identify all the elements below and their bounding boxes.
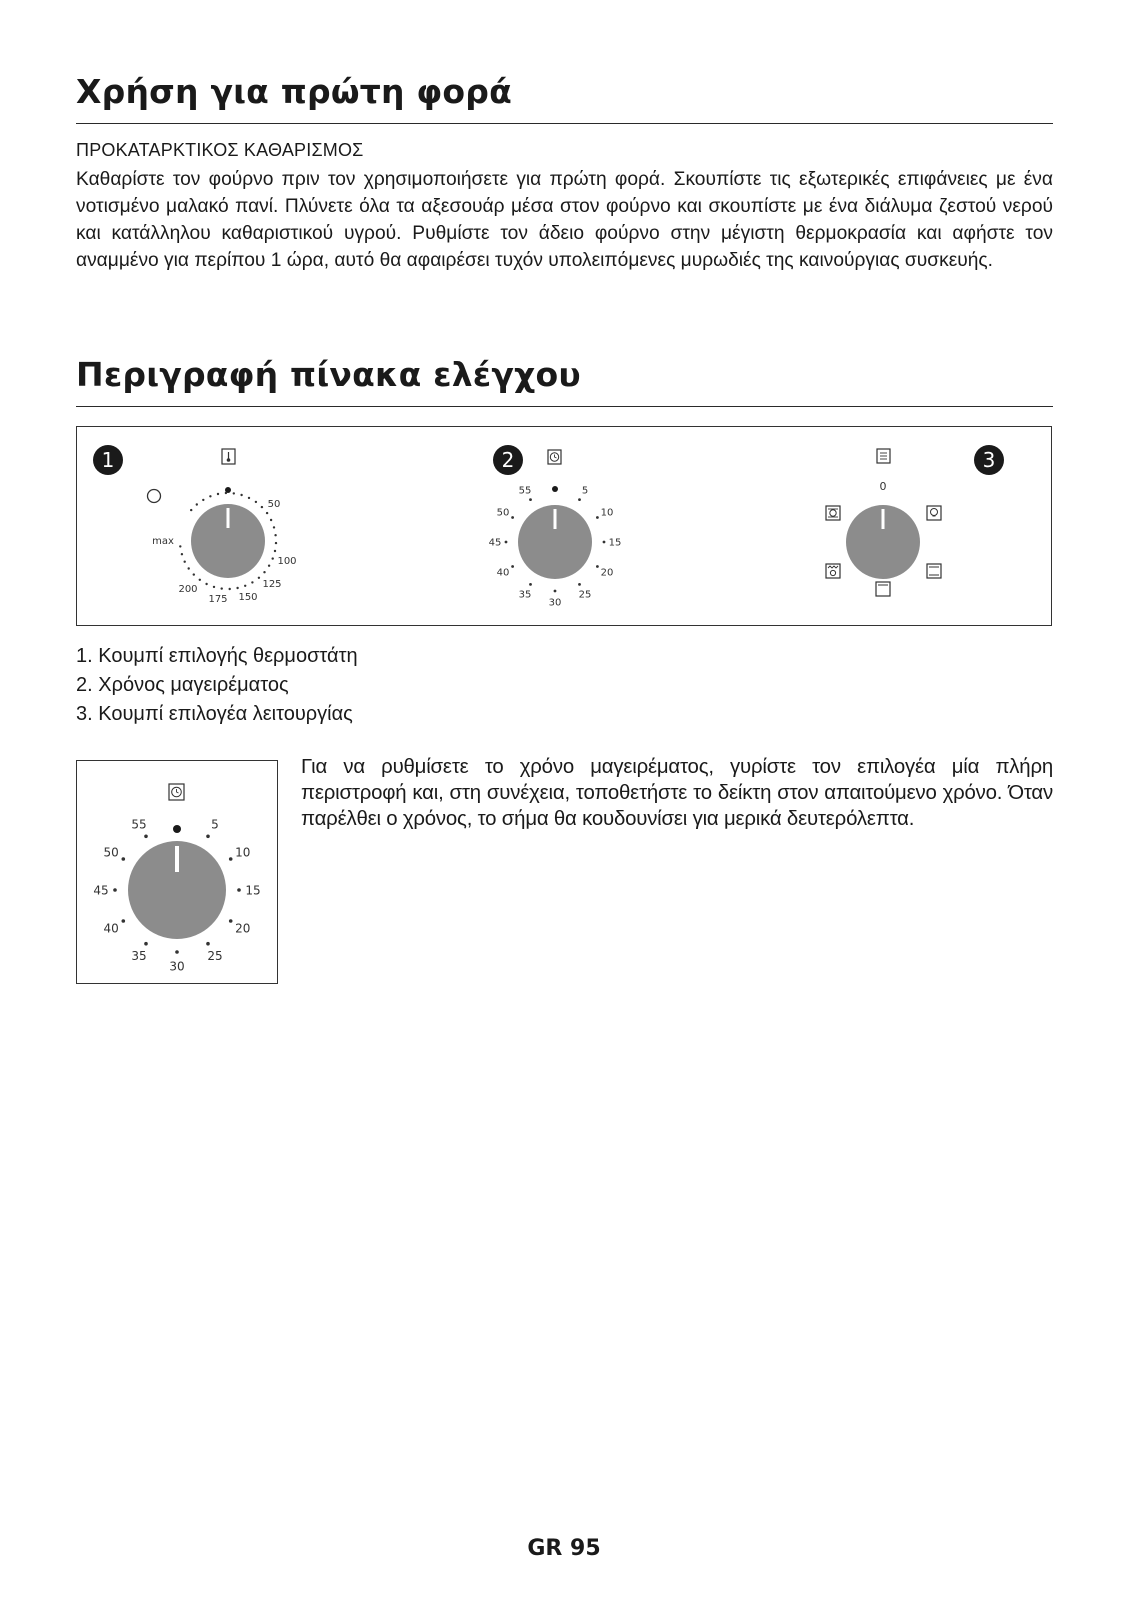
clock-icon — [169, 784, 184, 800]
thermostat-scale-dot — [188, 567, 190, 569]
timer-scale-label: 5 — [581, 485, 589, 497]
timer-paragraph: Για να ρυθμίσετε το χρόνο μαγειρέματος, γυρίστε τον επιλογέα μία πλήρη περιστροφή και, στη συνέχεια, τοποθετήστε το δείκτη στον απαιτούμενο χρόνο. Όταν παρέλθει ο χρόνος, το σήμα θα κουδουνίσει για μερικά δευτερόλεπτα. — [301, 756, 1053, 830]
timer-scale-dot — [206, 835, 210, 839]
timer-scale-label: 50 — [496, 507, 510, 519]
timer-scale-label: 30 — [169, 959, 185, 974]
timer-scale-label: 25 — [207, 949, 223, 964]
thermostat-scale-dot — [193, 573, 195, 575]
timer-scale-dot — [122, 919, 126, 923]
thermostat-scale-dot — [261, 506, 263, 508]
thermostat-scale-dot — [273, 526, 275, 528]
thermostat-scale-dot — [275, 542, 277, 544]
function-label-zero: 0 — [879, 480, 887, 493]
timer-scale-dot — [529, 583, 532, 586]
clock-icon — [548, 450, 561, 464]
thermostat-scale-dot — [274, 534, 276, 536]
function-knob-group — [826, 449, 941, 596]
section-title-control-panel: Περιγραφή πίνακα ελέγχου — [76, 355, 581, 394]
legend-item-1: 1. Κουμπί επιλογής θερμοστάτη — [76, 645, 358, 667]
page-number: GR 95 — [527, 1536, 601, 1561]
timer-scale-label: 55 — [131, 817, 147, 832]
legend-list — [76, 642, 358, 729]
timer-scale-label: 40 — [103, 921, 119, 936]
grill-fan-icon — [826, 564, 840, 578]
timer-scale-dot — [578, 583, 581, 586]
badge-1-label: 1 — [101, 448, 115, 472]
thermostat-scale-dot — [213, 586, 215, 588]
timer-scale-label: 50 — [103, 845, 119, 860]
subtitle-cleaning: ΠΡΟΚΑΤΑΡΚΤΙΚΟΣ ΚΑΘΑΡΙΣΜΟΣ — [76, 140, 364, 160]
timer-scale-dot — [144, 942, 148, 946]
thermostat-scale-dot — [251, 581, 253, 583]
badge-3-label: 3 — [982, 448, 996, 472]
timer-scale-dot — [175, 950, 179, 954]
thermo-label-50: 50 — [267, 499, 281, 510]
timer-scale-dot — [578, 498, 581, 501]
thermo-label-100: 100 — [277, 556, 297, 567]
timer-scale-dot — [596, 565, 599, 568]
thermostat-scale-dot — [225, 492, 227, 494]
timer-scale-dot — [113, 888, 117, 892]
thermostat-scale-dot — [274, 550, 276, 552]
thermostat-knob-group — [148, 449, 297, 605]
timer-knob-pointer — [554, 509, 557, 529]
timer-scale-dot — [144, 835, 148, 839]
thermostat-scale-dot — [233, 492, 235, 494]
thermostat-scale-dot — [199, 579, 201, 581]
timer-scale-label: 10 — [235, 845, 251, 860]
control-panel-drawing — [77, 427, 1053, 627]
thermostat-scale-dot — [248, 497, 250, 499]
thermostat-scale-dot — [270, 519, 272, 521]
thermometer-icon — [222, 449, 235, 464]
timer-detail-drawing — [77, 761, 279, 985]
thermo-label-125: 125 — [262, 579, 282, 590]
control-panel-diagram — [76, 426, 1052, 626]
top-bottom-heat-icon — [927, 564, 941, 578]
badge-2-label: 2 — [501, 448, 515, 472]
timer-scale-label: 35 — [131, 949, 147, 964]
timer-scale-label: 20 — [235, 921, 251, 936]
thermostat-scale-dot — [179, 545, 181, 547]
timer-scale-dot — [237, 888, 241, 892]
thermostat-scale-dot — [255, 501, 257, 503]
title-rule — [76, 406, 1053, 407]
legend-item-3: 3. Κουμπί επιλογέα λειτουργίας — [76, 703, 353, 725]
thermostat-scale-dot — [244, 585, 246, 587]
timer-scale-label: 45 — [488, 537, 502, 549]
timer-scale-label: 45 — [93, 883, 109, 898]
timer-detail-diagram — [76, 760, 278, 984]
fan-heat-icon — [826, 506, 840, 520]
timer-scale-dot — [554, 590, 557, 593]
thermo-label-max: max — [152, 536, 174, 547]
thermostat-scale-dot — [268, 565, 270, 567]
thermostat-scale-dot — [196, 503, 198, 505]
cleaning-paragraph: Καθαρίστε τον φούρνο πριν τον χρησιμοποιήσετε για πρώτη φορά. Σκουπίστε τις εξωτερικές επιφάνειες με ένα νοτισμένο μαλακό πανί. Πλύνετε όλα τα αξεσουάρ μέσα στον φούρνο και σκουπίστε με ένα διάλυμα ζεστού νερού και κατάλληλου καθαριστικού υγρού. Ρυθμίστε τον άδειο φούρνο στην μέγιστη θερμοκρασία και αφήστε τον αναμμένο για περίπου 1 ώρα, αυτό θα αφαιρέσει τυχόν υπολειπόμενες μυρωδιές της καινούργιας συσκευής. — [76, 169, 1053, 271]
timer-scale-label: 30 — [548, 597, 562, 609]
bottom-heat-icon — [876, 582, 890, 596]
timer-scale-dot — [505, 541, 508, 544]
lamp-icon — [927, 506, 941, 520]
timer-scale-dot — [122, 857, 126, 861]
thermostat-scale-dot — [205, 583, 207, 585]
thermostat-scale-dot — [236, 587, 238, 589]
timer-scale-dot — [229, 919, 233, 923]
thermostat-knob-pointer — [227, 508, 230, 528]
thermostat-scale-dot — [217, 493, 219, 495]
thermostat-scale-dot — [209, 495, 211, 497]
thermostat-scale-dot — [258, 577, 260, 579]
function-knob-pointer — [882, 509, 885, 529]
power-indicator-light — [148, 490, 161, 503]
timer-scale-label: 5 — [211, 817, 219, 832]
thermostat-scale-dot — [190, 509, 192, 511]
timer-scale-dot — [603, 541, 606, 544]
timer-scale-label: 25 — [578, 589, 592, 601]
timer-scale-label: 15 — [245, 883, 261, 898]
timer-scale-label: 20 — [600, 567, 614, 579]
timer-scale-dot — [206, 942, 210, 946]
timer-scale-label: 10 — [600, 507, 614, 519]
timer-detail-knob-pointer — [175, 846, 179, 872]
timer-scale-dot — [229, 857, 233, 861]
thermostat-scale-dot — [229, 588, 231, 590]
thermostat-scale-dot — [266, 512, 268, 514]
legend-item-2: 2. Χρόνος μαγειρέματος — [76, 674, 289, 696]
section-title-first-use: Χρήση για πρώτη φορά — [76, 72, 512, 111]
thermostat-scale-dot — [221, 587, 223, 589]
timer-scale-label: 15 — [608, 537, 622, 549]
badge-1 — [93, 445, 123, 475]
thermostat-scale-dot — [240, 494, 242, 496]
thermo-label-200: 200 — [178, 584, 198, 595]
thermostat-scale-dot — [181, 553, 183, 555]
thermo-label-150: 150 — [238, 592, 258, 603]
timer-detail-marker-dot — [173, 825, 181, 833]
thermostat-scale-dot — [272, 557, 274, 559]
badge-2 — [493, 445, 523, 475]
title-rule — [76, 123, 1053, 124]
timer-scale-dot — [511, 516, 514, 519]
timer-marker-dot — [552, 486, 558, 492]
timer-scale-label: 35 — [518, 589, 532, 601]
thermostat-scale-dot — [184, 561, 186, 563]
timer-scale-label: 55 — [518, 485, 532, 497]
timer-scale-label: 40 — [496, 567, 510, 579]
oven-menu-icon — [877, 449, 890, 463]
timer-scale-dot — [511, 565, 514, 568]
thermo-label-175: 175 — [208, 594, 228, 605]
thermostat-scale-dot — [202, 499, 204, 501]
badge-3 — [974, 445, 1004, 475]
thermostat-scale-dot — [263, 571, 265, 573]
timer-scale-dot — [529, 498, 532, 501]
timer-scale-dot — [596, 516, 599, 519]
